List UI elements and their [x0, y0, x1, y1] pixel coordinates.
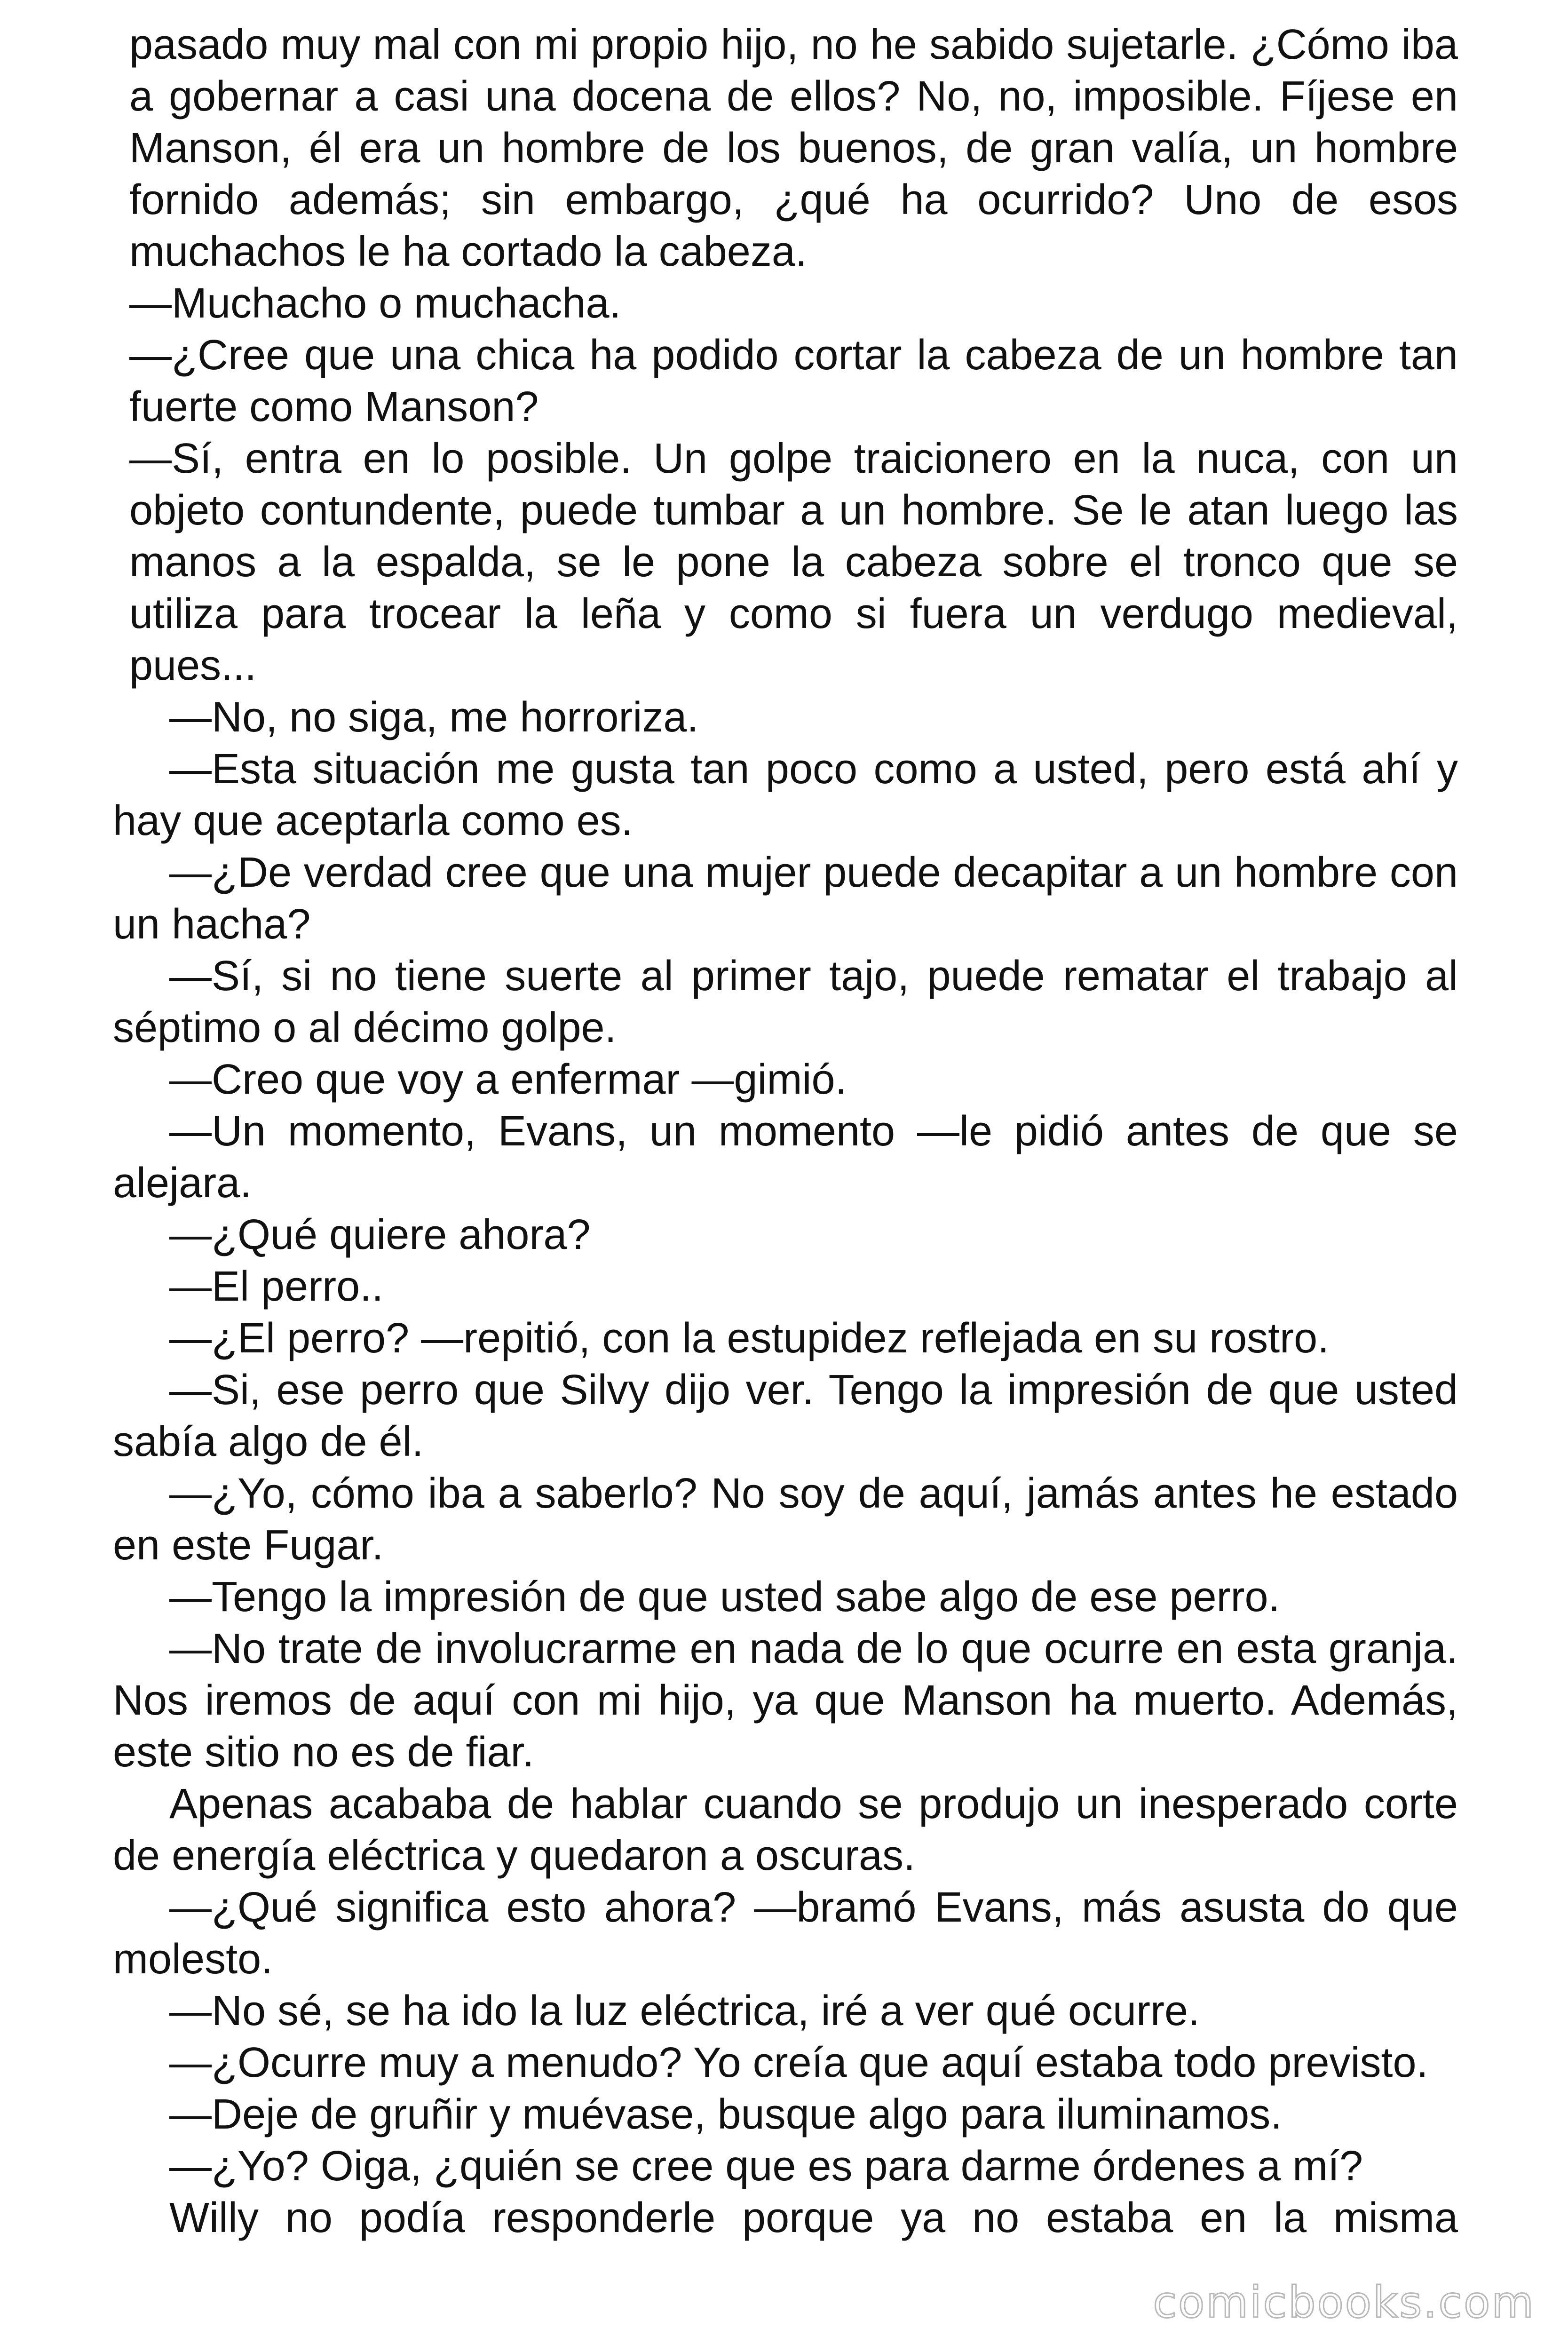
paragraph: —¿Yo? Oiga, ¿quién se cree que es para darme órdenes a mí?: [169, 2143, 1363, 2190]
paragraph: —¿Ocurre muy a menudo? Yo creía que aquí estaba todo previsto.: [169, 2039, 1428, 2086]
paragraph: pasado muy mal con mi propio hijo, no he sabido sujetarle. ¿Cómo iba a gobernar a casi una docena de ellos? No, no, imposible. Fíjese en Manson, él era un hombre de los buenos, de gran valía, un hombre fornido además; sin embargo, ¿qué ha ocurrido? Uno de esos muchachos le ha cortado la cabeza.: [129, 21, 1458, 275]
paragraph: —¿El perro? —repitió, con la estupidez reflejada en su rostro.: [169, 1315, 1330, 1362]
paragraph: —No, no siga, me horroriza.: [169, 694, 699, 741]
paragraph: —Sí, entra en lo posible. Un golpe traicionero en la nuca, con un objeto contundente, puede tumbar a un hombre. Se le atan luego las manos a la espalda, se le pone la cabeza sobre el tronco que se utiliza para trocear la leña y como si fuera un verdugo medieval, pues...: [129, 435, 1458, 689]
paragraph: —¿Cree que una chica ha podido cortar la cabeza de un hombre tan fuerte como Manson?: [129, 332, 1458, 430]
paragraph: Apenas acababa de hablar cuando se produjo un inesperado corte de energía eléctrica y quedaron a oscuras.: [113, 1780, 1458, 1879]
paragraph: —Muchacho o muchacha.: [129, 280, 621, 327]
paragraph: —¿Qué quiere ahora?: [169, 1211, 591, 1258]
paragraph: —Si, ese perro que Silvy dijo ver. Tengo la impresión de que usted sabía algo de él.: [113, 1367, 1458, 1465]
paragraph: —El perro..: [169, 1263, 384, 1310]
document-page: [113, 19, 1458, 2338]
paragraph: —¿Yo, cómo iba a saberlo? No soy de aquí, jamás antes he estado en este Fugar.: [113, 1470, 1458, 1569]
paragraph: —Deje de gruñir y muévase, busque algo para iluminamos.: [169, 2091, 1283, 2138]
paragraph: —¿Qué significa esto ahora? —bramó Evans, más asusta do que molesto.: [113, 1884, 1458, 1983]
paragraph: —Tengo la impresión de que usted sabe algo de ese perro.: [169, 1573, 1280, 1621]
paragraph: —¿De verdad cree que una mujer puede decapitar a un hombre con un hacha?: [113, 849, 1458, 948]
paragraph: —Un momento, Evans, un momento —le pidió antes de que se alejara.: [113, 1108, 1458, 1207]
paragraph: Willy no podía responderle porque ya no estaba en la misma: [169, 2194, 1458, 2241]
paragraph: —Sí, si no tiene suerte al primer tajo, puede rematar el trabajo al séptimo o al décimo golpe.: [113, 953, 1458, 1051]
watermark: comicbooks.com: [1153, 2277, 1535, 2328]
paragraph: —Creo que voy a enfermar —gimió.: [169, 1056, 847, 1103]
paragraph: —Esta situación me gusta tan poco como a usted, pero está ahí y hay que aceptarla como es.: [113, 746, 1458, 844]
paragraph: —No sé, se ha ido la luz eléctrica, iré a ver qué ocurre.: [169, 1987, 1200, 2034]
paragraph: —No trate de involucrarme en nada de lo que ocurre en esta granja. Nos iremos de aquí con mi hijo, ya que Manson ha muerto. Además, este sitio no es de fiar.: [113, 1625, 1458, 1776]
